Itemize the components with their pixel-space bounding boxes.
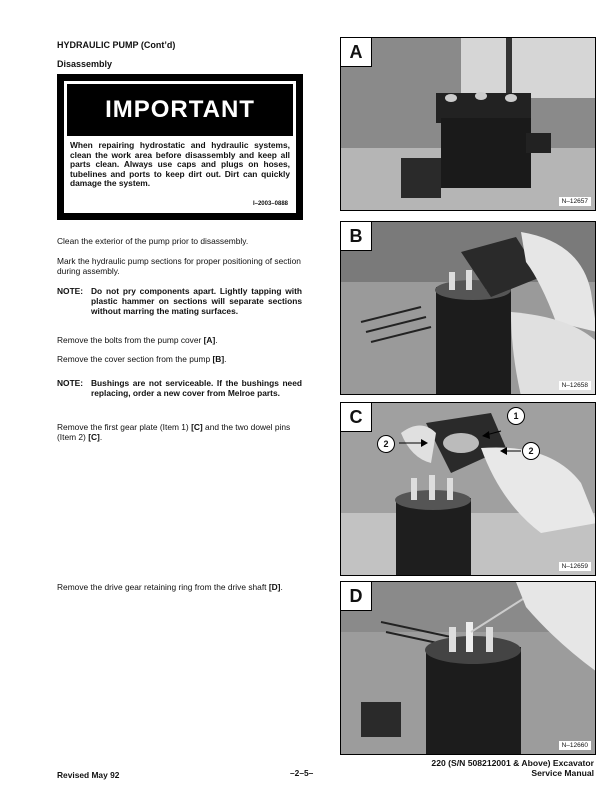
figure-c-photo: [340, 402, 596, 576]
note-text: Bushings are not serviceable. If the bushings need replacing, order a new cover from Melroe parts.: [91, 378, 302, 398]
footer-model: [380, 758, 594, 778]
important-box: [57, 74, 303, 220]
page-number: –2–5–: [290, 768, 314, 778]
note-label: NOTE:: [57, 378, 84, 388]
figure-d-letter: D: [341, 582, 372, 611]
important-code: I–2003–0888: [252, 201, 288, 207]
paragraph-clean: Clean the exterior of the pump prior to disassembly.: [57, 236, 249, 246]
figure-ref-a: [A]: [203, 335, 216, 345]
footer-revised: Revised May 92: [57, 770, 120, 780]
figure-b-photo: [340, 221, 596, 395]
figure-d-photo: [340, 581, 596, 755]
callout-2: 2: [377, 435, 395, 453]
paragraph-retaining-ring: Remove the drive gear retaining ring from the drive shaft [D].: [57, 582, 283, 592]
important-banner: IMPORTANT: [67, 84, 293, 136]
figure-a-code: N–12657: [559, 197, 591, 206]
figure-d-code: N–12660: [559, 741, 591, 750]
note-bushings: [57, 378, 302, 398]
footer-model-line1: 220 (S/N 508212001 & Above) Excavator: [431, 758, 594, 768]
note-pry: [57, 286, 302, 316]
paragraph-remove-gear-plate: Remove the first gear plate (Item 1) [C] and the two dowel pins (Item 2) [C].: [57, 422, 291, 442]
figure-c-letter: C: [341, 403, 372, 432]
section-title: HYDRAULIC PUMP (Cont’d): [57, 40, 176, 50]
note-label: NOTE:: [57, 286, 84, 296]
figure-a-letter: A: [341, 38, 372, 67]
callout-2: 2: [522, 442, 540, 460]
figure-b-code: N–12658: [559, 381, 591, 390]
paragraph-mark: Mark the hydraulic pump sections for proper positioning of section during assembly.: [57, 256, 301, 276]
note-text: Do not pry components apart. Lightly tapping with plastic hammer on sections will separate sections without marring the mating surfaces.: [91, 286, 302, 316]
important-text: When repairing hydrostatic and hydraulic systems, clean the work area before disassembly and keep all parts clean. Always use caps and plugs on hoses, tubelines and ports to keep dirt out. Dirt can quickly damage the system.: [70, 140, 290, 189]
paragraph-remove-bolts: Remove the bolts from the pump cover [A].: [57, 335, 218, 345]
figure-ref-c: [C]: [88, 432, 100, 442]
callout-1: 1: [507, 407, 525, 425]
figure-ref-b: [B]: [212, 354, 225, 364]
footer-model-line2: Service Manual: [531, 768, 594, 778]
figure-c-code: N–12659: [559, 562, 591, 571]
figure-ref-c: [C]: [191, 422, 203, 432]
subsection-title: Disassembly: [57, 59, 113, 69]
paragraph-remove-cover: Remove the cover section from the pump [B].: [57, 354, 227, 364]
figure-a-photo: [340, 37, 596, 211]
figure-b-letter: B: [341, 222, 372, 251]
figure-ref-d: [D]: [268, 582, 281, 592]
